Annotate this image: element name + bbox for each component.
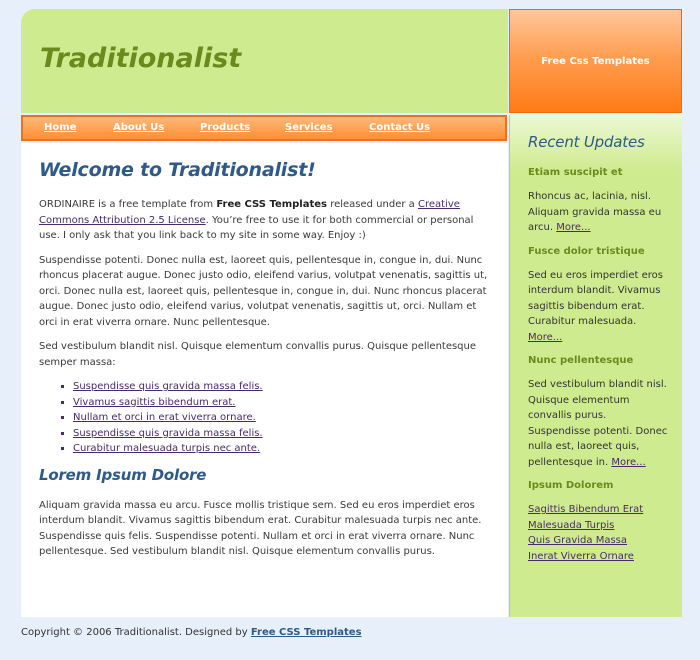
body-paragraph-2: Suspendisse potenti. Donec nulla est, laoreet quis, pellentesque in, congue in, dui. Nunc rhoncus placerat augue. Donec justo odio, eleifend varius, volutpat venenatis, sagittis ut, orci. Donec nulla est, laoreet quis, pellentesque in, congue in, dui. Nunc rhoncus placerat augue. Donec justo odio, eleifend varius, volutpat venenatis, sagittis ut, orci. Nullam et orci in erat viverra ornare. Nunc pellentesque. <box>39 254 488 328</box>
update-title: Fusce dolor tristique <box>528 245 645 257</box>
header-promo-box <box>509 9 682 113</box>
sidebar-link[interactable]: Sagittis Bibendum Erat <box>528 504 644 515</box>
update-body: Sed eu eros imperdiet eros interdum blandit. Vivamus sagittis bibendum erat. Curabitur malesuada. <box>528 269 663 327</box>
nav-item-services <box>285 122 333 133</box>
body-paragraph-3: Sed vestibulum blandit nisl. Quisque elementum convallis purus. Quisque pellentesque semper massa: <box>39 341 477 368</box>
site-title: Traditionalist <box>40 43 242 74</box>
main-nav <box>21 115 507 141</box>
more-link[interactable]: More... <box>611 456 646 468</box>
nav-item-home <box>44 122 76 133</box>
page-heading: Welcome to Traditionalist! <box>39 159 316 181</box>
intro-text-2: released under a <box>327 199 418 210</box>
list-item <box>73 441 490 457</box>
more-link[interactable]: More... <box>556 222 591 233</box>
sidebar-link-item <box>528 518 670 534</box>
more-link[interactable]: More... <box>528 331 563 343</box>
list-link[interactable]: Suspendisse quis gravida massa felis. <box>73 381 263 392</box>
nav-list <box>23 117 505 139</box>
sidebar-link-item <box>528 549 670 565</box>
list-item <box>73 426 490 442</box>
intro-strong: Free CSS Templates <box>216 199 328 210</box>
list-link[interactable]: Nullam et orci in erat viverra ornare. <box>73 412 256 423</box>
update-text <box>528 377 670 470</box>
list-link[interactable]: Vivamus sagittis bibendum erat. <box>73 396 236 408</box>
footer-text: Copyright © 2006 Traditionalist. Designed by <box>21 627 251 638</box>
header-logo-area <box>21 9 508 113</box>
update-body: Sed vestibulum blandit nisl. Quisque elementum convallis purus. Suspendisse potenti. Donec nulla est, laoreet quis, pellentesque in. <box>528 379 668 468</box>
nav-link-about-us[interactable]: About Us <box>113 122 165 133</box>
sidebar-link[interactable]: Inerat Viverra Ornare <box>528 550 634 562</box>
list-item <box>73 410 490 426</box>
nav-link-products[interactable]: Products <box>200 122 251 133</box>
intro-paragraph <box>39 197 490 244</box>
update-text <box>528 189 670 236</box>
intro-text-3: . You’re free to use it for both commercial or personal use. I only ask that you link back to my site in some way. Enjoy :) <box>39 214 474 241</box>
license-link[interactable]: Creative Commons Attribution 2.5 License <box>39 199 460 226</box>
intro-text-1: ORDINAIRE is a free template from <box>39 199 217 210</box>
update-title: Nunc pellentesque <box>528 355 634 366</box>
update-body: Rhoncus ac, lacinia, nisl. Aliquam gravida massa eu arcu. <box>528 191 662 233</box>
sidebar-link[interactable]: Quis Gravida Massa <box>528 535 628 546</box>
sidebar-link-list <box>528 502 670 564</box>
nav-item-contact-us <box>369 122 430 133</box>
footer-link[interactable]: Free CSS Templates <box>250 627 362 638</box>
nav-link-home[interactable]: Home <box>44 122 77 133</box>
sidebar-link-item <box>528 502 670 518</box>
nav-link-services[interactable]: Services <box>285 122 333 133</box>
promo-link[interactable]: Free Css Templates <box>541 55 650 67</box>
sidebar-link[interactable]: Malesuada Turpis <box>528 519 615 531</box>
list-link[interactable]: Curabitur malesuada turpis nec ante. <box>73 443 261 454</box>
nav-item-about-us <box>113 122 164 133</box>
list-item <box>73 379 490 395</box>
nav-item-products <box>200 122 250 133</box>
list-item <box>73 395 490 411</box>
update-text <box>528 268 670 346</box>
content-link-list <box>73 379 490 457</box>
sidebar-link-item <box>528 533 670 549</box>
footer <box>21 627 681 638</box>
body-paragraph-4: Aliquam gravida massa eu arcu. Fusce mollis tristique sem. Sed eu eros imperdiet eros interdum blandit. Vivamus sagittis bibendum erat. Curabitur malesuada turpis nec ante. Suspendisse quis felis. Suspendisse potenti. Nullam et orci in erat viverra ornare. Nunc pellentesque. Sed vestibulum blandit nisl. Quisque elementum convallis purus. <box>39 499 482 557</box>
section-heading: Lorem Ipsum Dolore <box>39 465 207 484</box>
sidebar-heading: Recent Updates <box>528 133 645 151</box>
main-content <box>21 143 508 617</box>
list-link[interactable]: Suspendisse quis gravida massa felis. <box>73 427 263 439</box>
nav-link-contact-us[interactable]: Contact Us <box>369 122 431 133</box>
update-title: Etiam suscipit et <box>528 167 623 178</box>
sidebar <box>509 115 682 617</box>
links-heading: Ipsum Dolorem <box>528 480 614 491</box>
